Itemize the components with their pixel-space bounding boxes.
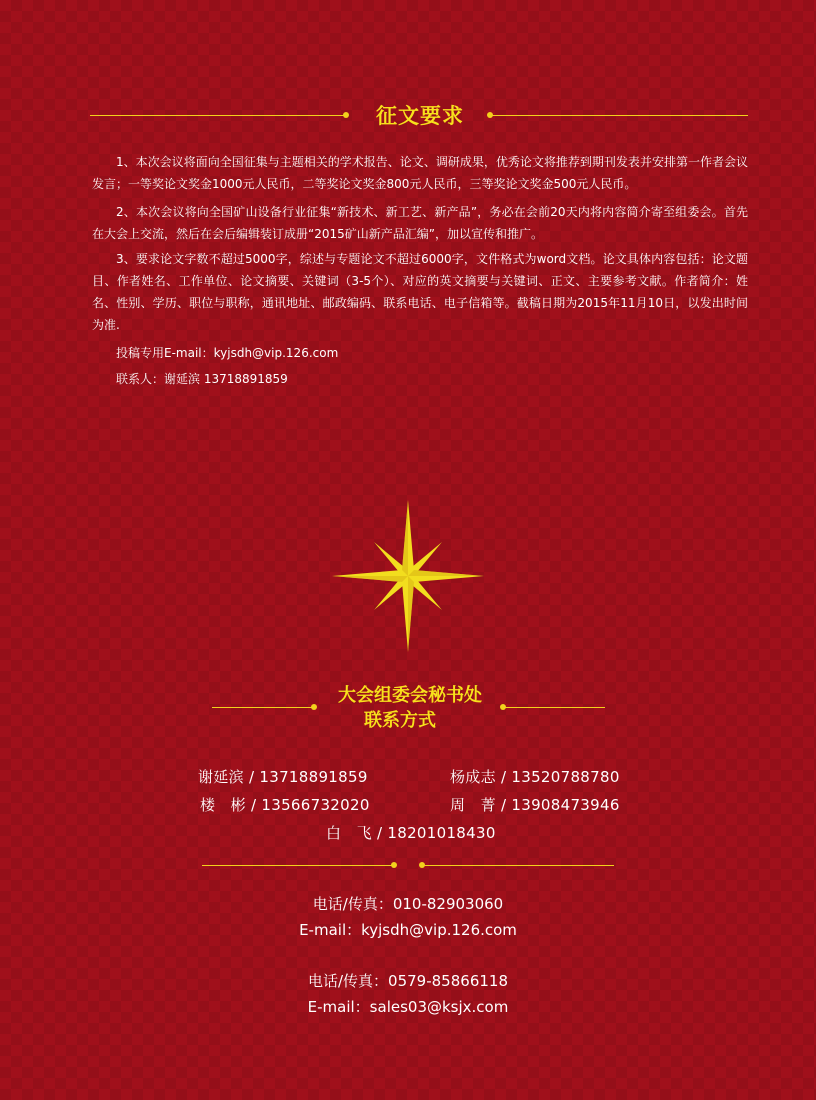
- secretariat-left-rule: [212, 707, 312, 708]
- contact-entry: 周 菁 / 13908473946: [450, 796, 620, 814]
- divider-left-rule: [202, 865, 392, 866]
- submission-contact: 联系人：谢延滨 13718891859: [116, 372, 288, 386]
- office2-phone: 电话/传真：0579-85866118: [308, 972, 508, 990]
- divider-right-rule: [424, 865, 614, 866]
- contact-entry: 谢延滨 / 13718891859: [198, 768, 368, 786]
- office1-phone: 电话/传真：010-82903060: [312, 895, 504, 913]
- contact-entry: 楼 彬 / 13566732020: [200, 796, 370, 814]
- requirement-paragraph-1: 1、本次会议将面向全国征集与主题相关的学术报告、论文、调研成果，优秀论文将推荐到期刊发表并安排第一作者会议发言；一等奖论文奖金1000元人民币，二等奖论文奖金800元人民币，三等奖论文奖金500元人民币。: [92, 155, 748, 191]
- compass-star-icon: [330, 498, 486, 654]
- contact-entry: 白 飞 / 18201018430: [326, 824, 496, 842]
- office2-email: E-mail：sales03@ksjx.com: [307, 998, 509, 1016]
- requirement-paragraph-3: 3、要求论文字数不超过5000字，综述与专题论文不超过6000字，文件格式为word文档。论文具体内容包括：论文题目、作者姓名、工作单位、论文摘要、关键词（3-5个）、对应的英文摘要与关键词、正文、主要参考文献。作者简介：姓名、性别、学历、职位与职称，通讯地址、邮政编码、联系电话、电子信箱等。截稿日期为2015年11月10日，以发出时间为准.: [92, 252, 748, 332]
- header-left-dot: [343, 112, 349, 118]
- header-right-rule: [492, 115, 748, 116]
- requirement-paragraph-2: 2、本次会议将向全国矿山设备行业征集“新技术、新工艺、新产品”，务必在会前20天内将内容简介寄至组委会。首先在大会上交流，然后在会后编辑装订成册“2015矿山新产品汇编”，加以宣传和推广。: [92, 205, 748, 241]
- secretariat-title: 大会组委会秘书处: [338, 685, 482, 706]
- page-title: 征文要求: [376, 104, 464, 128]
- secretariat-subtitle: 联系方式: [364, 710, 436, 731]
- contact-entry: 杨成志 / 13520788780: [450, 768, 620, 786]
- header-left-rule: [90, 115, 344, 116]
- divider-left-dot: [391, 862, 397, 868]
- submission-email: 投稿专用E-mail：kyjsdh@vip.126.com: [116, 346, 339, 360]
- secretariat-right-rule: [505, 707, 605, 708]
- office1-email: E-mail：kyjsdh@vip.126.com: [299, 921, 517, 939]
